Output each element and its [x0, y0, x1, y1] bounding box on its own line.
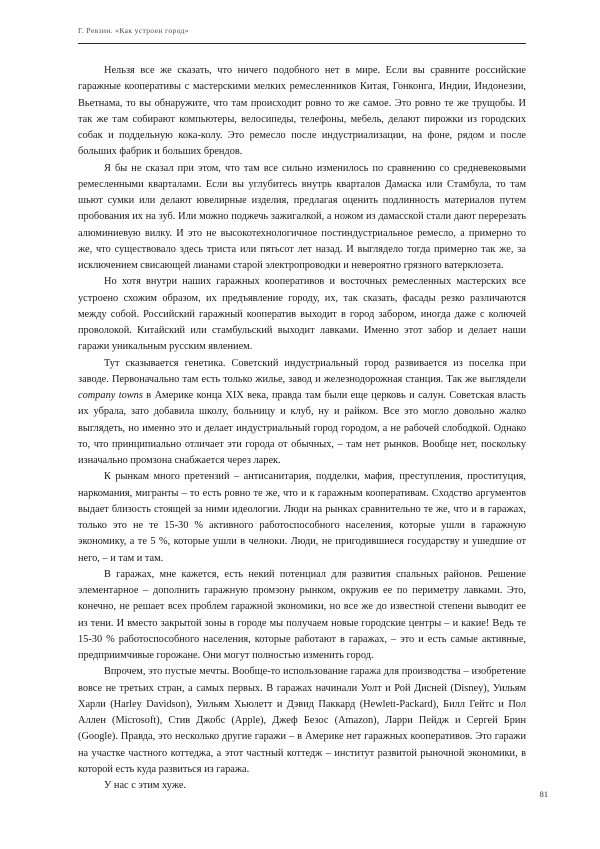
- paragraph: Я бы не сказал при этом, что там все сильно изменилось по сравнению со средневековыми ремесленными кварталами. Если вы углубитесь внутрь кварталов Дамаска или Стамбула, то там шьют сумки или делают ювелирные изделия, предлагая оценить подлинность материалов путем пробования их на зуб. Или можно поджечь зажигалкой, а ножом из дамасской стали дают перерезать алюминиевую вилку. И это не высокотехнологичное постиндустриальное ремесло, а примерно то же, что существовало здесь триста или пятьсот лет назад. И выглядело тогда примерно так же, за исключением свисающей лианами старой электропроводки и невероятно грязного ватерклозета.: [78, 162, 526, 271]
- paragraph: Но хотя внутри наших гаражных кооперативов и восточных ремесленных мастерских все устроено схожим образом, их предъявление городу, их, так сказать, фасады резко различаются между собой. Российский гаражный кооператив выходит в город забором, иногда даже с колючей проволокой. Китайский или стамбульский выходит лавками. Именно этот забор и делает наши гаражи уникальным русским явлением.: [78, 276, 526, 353]
- paragraph: Нельзя все же сказать, что ничего подобного нет в мире. Если вы сравните российские гаражные кооперативы с мастерскими мелких ремесленников Китая, Гонконга, Индии, Индонезии, Вьетнама, то вы обнаружите, что там происходит ровно то же самое. Это ровно те же трущобы. И так же там собирают компьютеры, велосипеды, телефоны, мебель, делают пирожки из городских собак и поддельную кока-колу. Это ремесло после индустриализации, на фоне, рядом и после больших фабрик и больших брендов.: [78, 65, 526, 158]
- italic-term-company-towns: company towns: [78, 390, 143, 401]
- paragraph: У нас с этим хуже.: [104, 780, 187, 791]
- paragraph-segment: в Америке конца XIX века, правда там были еще церковь и салун. Советская власть их убрала, зато добавила школу, больницу и клуб, ну и райком. Все это могло довольно жалко выглядеть, но именно это и делает индустриальный город городом, а не рабочей слободкой. Однако то, что принципиально отличает эти города от обычных, – там нет рынков. Вообще нет, поскольку изначально промзона снабжается через ларек.: [78, 390, 526, 466]
- header-divider-rule: [78, 43, 526, 44]
- page-number: 81: [539, 790, 548, 799]
- paragraph: В гаражах, мне кажется, есть некий потенциал для развития спальных районов. Решение элементарное – дополнить гаражную промзону рынком, окружив ее по периметру лавками. Это, конечно, не решает всех проблем гаражной экономики, но все же до известной степени выводит ее из тени. И вместо закрытой зоны в городе мы получаем новые городские центры – и какие! Ведь те 15-30 % работоспособного населения, которые работают в гаражах, – это и есть самые активные, предприимчивые горожане. Они могут полностью изменить город.: [78, 568, 526, 661]
- paragraph-with-italic-term: [78, 356, 526, 470]
- paragraph: К рынкам много претензий – антисанитария, подделки, мафия, преступления, проституция, наркомания, мигранты – то есть ровно те же, что и к гаражным кооперативам. Сходство аргументов выдает близость стоящей за ними идеологии. Люди на рынках сравнительно те же, что и в гаражах, только это не те 15-30 % активного работоспособного населения, которые ушли в гаражную экономику, а те 5 %, которые ушли в челноки. Люди, не пригодившиеся государству и ушедшие от него, – и там и там.: [78, 471, 526, 564]
- paragraph-segment: Тут сказывается генетика. Советский индустриальный город развивается из поселка при заводе. Первоначально там есть только жилье, завод и железнодорожная станция. Так же выглядели: [78, 357, 526, 385]
- body-text-block: [78, 63, 526, 794]
- paragraph: Впрочем, это пустые мечты. Вообще-то использование гаража для производства – изобретение вовсе не третьих стран, а самых первых. В гаражах начинали Уолт и Рой Дисней (Disney), Уильям Харли (Harley Davidson), Уильям Хьюлетт и Дэвид Паккард (Hewlett-Packard), Билл Гейтс и Пол Аллен (Microsoft), Стив Джобс (Apple), Джеф Безос (Amazon), Ларри Пейдж и Сергей Брин (Google). Правда, это несколько другие гаражи – в Америке нет гаражных кооперативов. Это гаражи на участке частного коттеджа, а этот частный коттедж – институт развитой рыночной экономики, в которой есть куда развиться из гаража.: [78, 666, 526, 775]
- running-header: Г. Ревзин. «Как устроен город»: [78, 26, 189, 35]
